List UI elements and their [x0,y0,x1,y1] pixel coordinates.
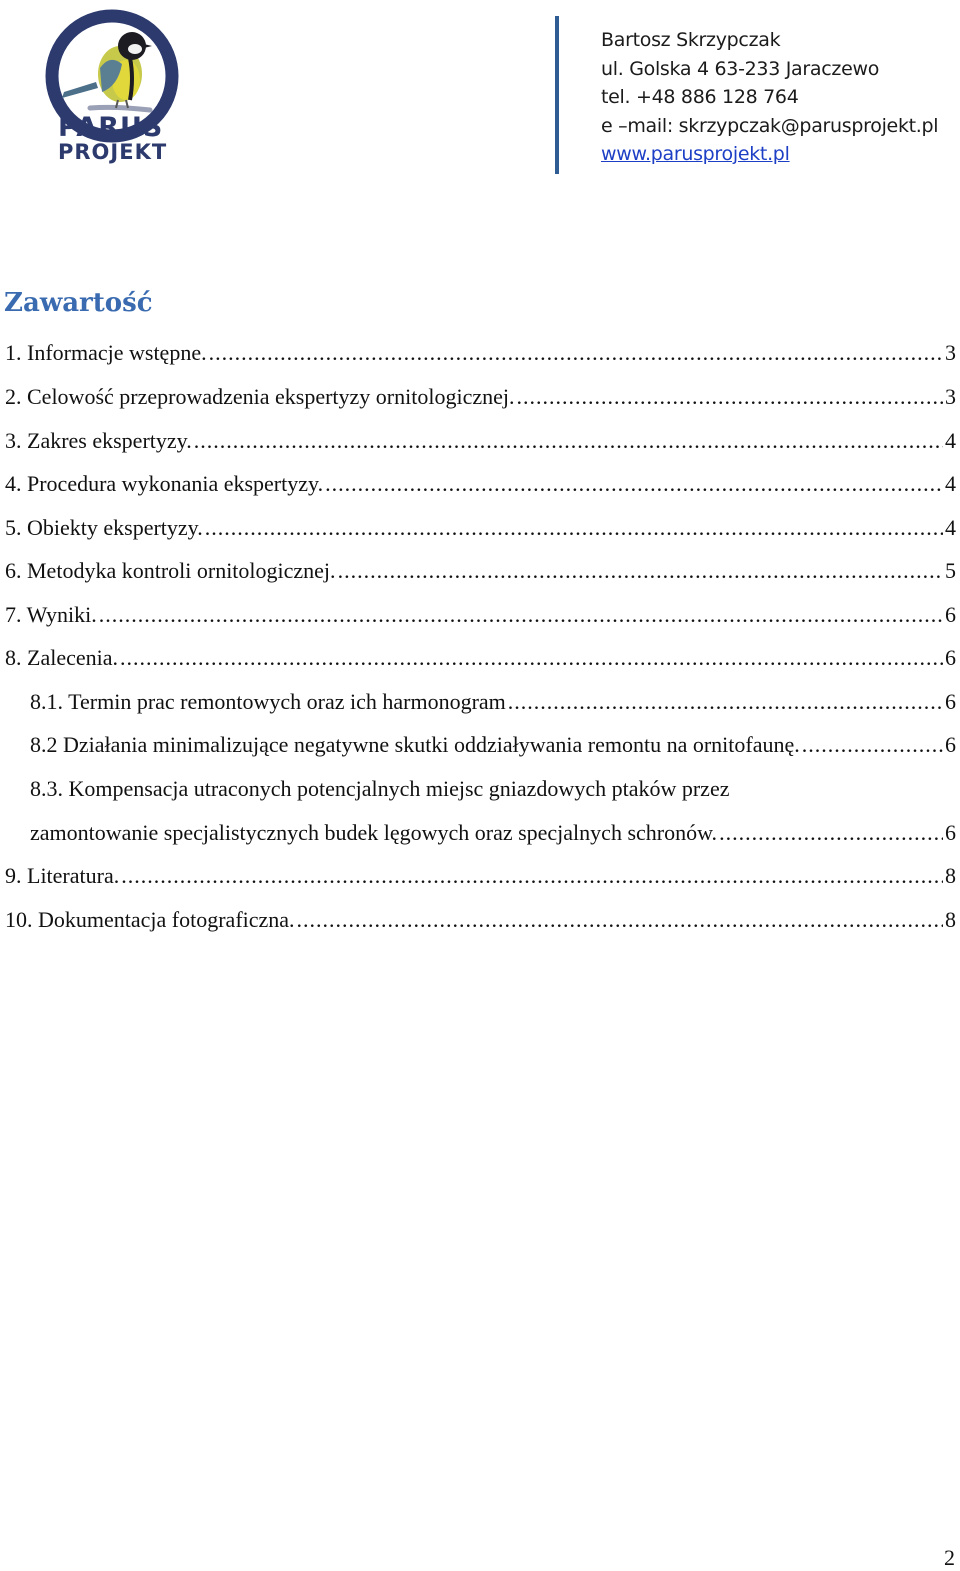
toc-entry-page: 8 [945,863,956,888]
toc-entry-title: 8.1. Termin prac remontowych oraz ich harmonogram [30,689,506,714]
logo-word-parus: PARUS [58,112,164,143]
toc-leader-dots [209,342,943,366]
website-link[interactable]: www.parusprojekt.pl [601,143,790,165]
parus-projekt-logo [40,6,190,166]
toc-entry-title: 10. Dokumentacja fotograficzna. [5,907,295,932]
toc-entry-title: 6. Metodyka kontroli ornitologicznej. [5,558,336,583]
toc-leader-dots [121,865,943,889]
toc-entry-title: 8. Zalecenia. [5,645,118,670]
toc-entry[interactable] [5,366,956,410]
toc-entry-title: 2. Celowość przeprowadzenia ekspertyzy ornitologicznej. [5,384,515,409]
toc-entry[interactable] [5,889,956,933]
toc-entry-page: 4 [945,515,956,540]
logo-wordmark [58,114,167,163]
toc-entry[interactable] [5,497,956,541]
toc-leader-dots [338,560,943,584]
toc-entry-title: 9. Literatura. [5,863,120,888]
toc-entry-page: 3 [945,340,956,365]
toc-leader-dots [516,386,943,410]
toc-entry[interactable] [5,410,956,454]
toc-leader-dots [719,822,943,846]
toc-entry-page: 4 [945,428,956,453]
contact-block [601,26,938,169]
toc-leader-dots [297,909,943,933]
toc-entry[interactable] [5,584,956,628]
toc-entry-page: 6 [945,602,956,627]
contact-email: e –mail: skrzypczak@parusprojekt.pl [601,114,939,137]
toc-leader-dots [120,647,943,671]
logo-word-projekt: PROJEKT [58,140,168,164]
toc-leader-dots [194,430,943,454]
toc-entry-page: 6 [945,645,956,670]
toc-entry[interactable] [5,627,956,671]
toc-entry-title: 3. Zakres ekspertyzy. [5,428,192,453]
toc-entry-page: 3 [945,384,956,409]
toc-entry-page: 6 [945,820,956,845]
toc-entry-title: 8.2 Działania minimalizujące negatywne skutki oddziaływania remontu na ornitofaunę. [30,732,800,757]
toc-entry-page: 6 [945,689,956,714]
toc-entry-page: 5 [945,558,956,583]
toc-leader-dots [508,691,943,715]
toc-leader-dots [205,517,943,541]
toc-entry[interactable] [5,453,956,497]
toc-entry[interactable] [5,322,956,366]
toc-entry-title: 5. Obiekty ekspertyzy. [5,515,203,540]
page-number: 2 [944,1545,955,1570]
header-divider [555,16,559,174]
toc-entry-title-continued: zamontowanie specjalistycznych budek lęgowych oraz specjalnych schronów. [30,820,718,845]
toc-leader-dots [325,473,943,497]
toc-entry-title: 7. Wyniki. [5,602,97,627]
toc-entry-page: 6 [945,732,956,757]
contact-phone: tel. +48 886 128 764 [601,86,799,108]
toc-entry[interactable] [30,714,956,758]
toc-entry-title: 4. Procedura wykonania ekspertyzy. [5,471,324,496]
toc-leader-dots [99,604,943,628]
toc-entry[interactable] [5,845,956,889]
toc-entry-title: 8.3. Kompensacja utraconych potencjalnych miejsc gniazdowych ptaków przez [30,776,730,801]
toc-entry-page: 4 [945,471,956,496]
toc-entry-title: 1. Informacje wstępne. [5,340,207,365]
toc-entry-page: 8 [945,907,956,932]
toc-leader-dots [802,734,943,758]
toc-entry[interactable] [30,758,956,846]
toc-entry[interactable] [5,540,956,584]
toc-entry[interactable] [30,671,956,715]
contact-address: ul. Golska 4 63-233 Jaraczewo [601,57,880,80]
contact-name: Bartosz Skrzypczak [601,29,781,51]
toc-heading: Zawartość [4,288,153,318]
